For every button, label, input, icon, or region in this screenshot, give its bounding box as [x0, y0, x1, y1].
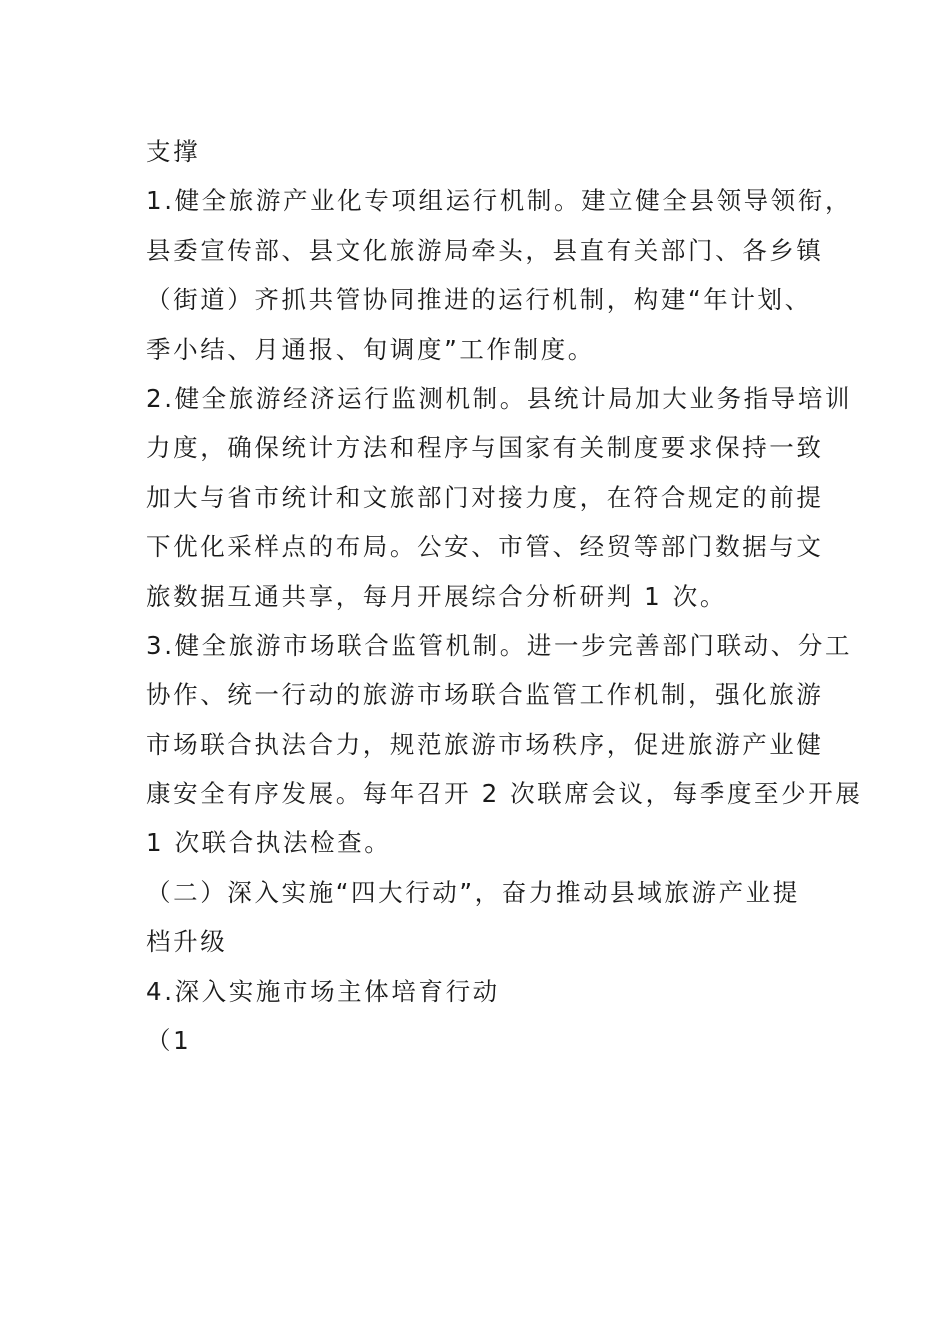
text-line: 支撑 — [146, 137, 201, 166]
text-line: （1 — [146, 1026, 192, 1056]
document-body — [146, 127, 863, 1065]
text-line: （二）深入实施“四大行动”，奋力推动县域旅游产业提 — [146, 877, 800, 907]
text-line: 康安全有序发展。每年召开 2 次联席会议，每季度至少开展 — [146, 779, 863, 809]
text-line: 4.深入实施市场主体培育行动 — [146, 976, 500, 1006]
text-line: 力度，确保统计方法和程序与国家有关制度要求保持一致 — [146, 433, 824, 463]
text-line: 1.健全旅游产业化专项组运行机制。建立健全县领导领衔， — [146, 186, 853, 216]
text-line: （街道）齐抓共管协同推进的运行机制，构建“年计划、 — [146, 285, 812, 315]
text-line: 季小结、月通报、旬调度”工作制度。 — [146, 334, 595, 364]
text-line: 3.健全旅游市场联合监管机制。进一步完善部门联动、分工 — [146, 630, 853, 660]
text-line: 旅数据互通共享，每月开展综合分析研判 1 次。 — [146, 581, 727, 611]
text-line: 协作、统一行动的旅游市场联合监管工作机制，强化旅游 — [146, 680, 824, 710]
text-line: 下优化采样点的布局。公安、市管、经贸等部门数据与文 — [146, 532, 824, 562]
text-line: 县委宣传部、县文化旅游局牵头，县直有关部门、各乡镇 — [146, 235, 824, 265]
text-line: 加大与省市统计和文旅部门对接力度，在符合规定的前提 — [146, 482, 824, 512]
text-line: 1 次联合执法检查。 — [146, 828, 392, 858]
text-line: 2.健全旅游经济运行监测机制。县统计局加大业务指导培训 — [146, 383, 853, 413]
text-line: 档升级 — [146, 927, 228, 957]
text-line: 市场联合执法合力，规范旅游市场秩序，促进旅游产业健 — [146, 729, 824, 759]
